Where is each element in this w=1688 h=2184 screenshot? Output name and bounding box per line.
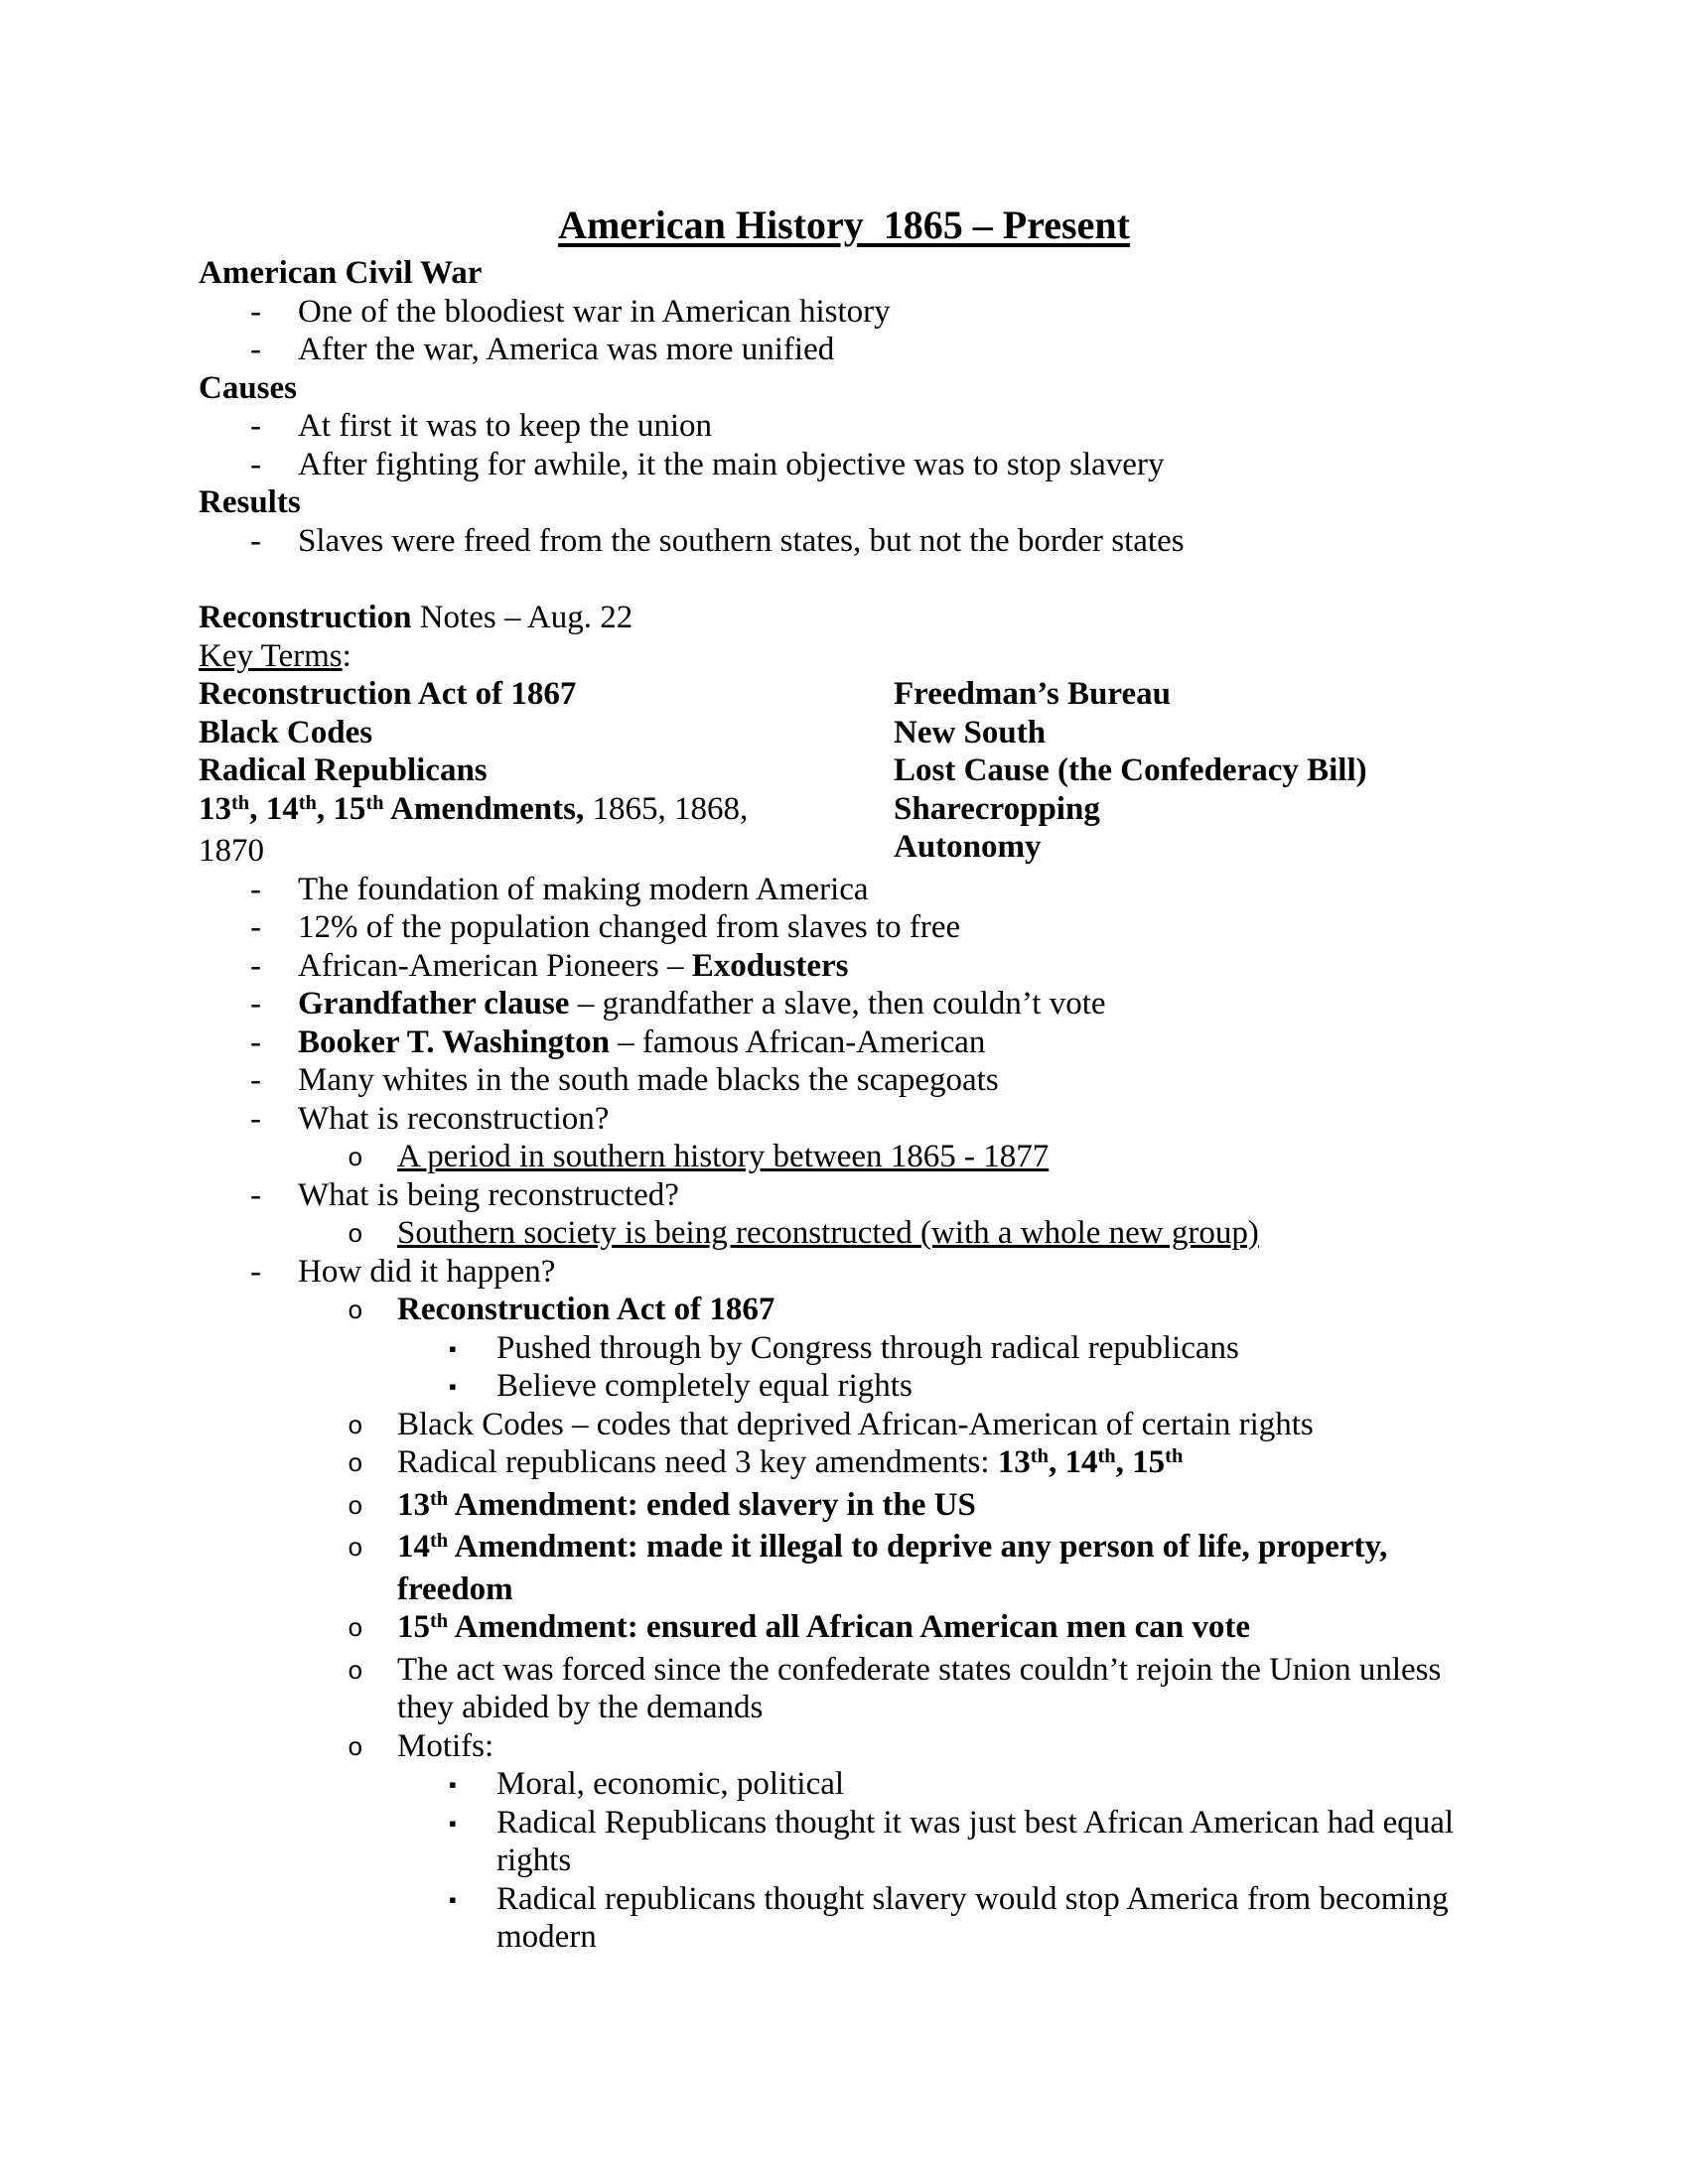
text-segment: American History 1865 – Present [558, 203, 1130, 247]
list-item-text [397, 1487, 976, 1523]
list-item-text [397, 1292, 774, 1327]
bullet-circle-icon: o [348, 1534, 363, 1564]
bullet-dash-icon: - [250, 1253, 261, 1290]
text-segment: modern [496, 1919, 597, 1955]
list-item [199, 446, 1489, 484]
key-term-line [894, 675, 1489, 714]
bullet-circle-icon: o [348, 1491, 363, 1522]
list-item [199, 1443, 1489, 1486]
text-segment: Many whites in the south made blacks the scapegoats [298, 1062, 999, 1098]
key-term-line [199, 832, 894, 871]
text-segment: 14 [397, 1529, 430, 1565]
list-item [199, 293, 1489, 332]
section-heading [199, 483, 1489, 522]
text-segment: 15 [397, 1609, 430, 1645]
bullet-circle-icon: o [348, 1411, 363, 1441]
list-item-text [298, 1254, 555, 1290]
list-item [199, 1061, 1489, 1100]
key-term-line [894, 714, 1489, 752]
list-item-text [298, 332, 834, 367]
text-segment: After fighting for awhile, it the main objective was to stop slavery [298, 446, 1165, 482]
text-segment: Results [199, 484, 301, 520]
list-item-text [397, 1407, 1314, 1442]
document-title [199, 199, 1489, 252]
bullet-dash-icon: - [250, 446, 261, 482]
bullet-dash-icon: - [250, 332, 261, 367]
bullet-dash-icon: - [250, 293, 261, 330]
text-segment: The foundation of making modern America [298, 871, 869, 907]
list-item [199, 1024, 1489, 1062]
key-term-line [894, 828, 1489, 867]
bullet-circle-icon: o [348, 1732, 363, 1763]
text-segment: The act was forced since the confederate states couldn’t rejoin the Union unless [397, 1651, 1442, 1688]
text-segment: , 15 [1115, 1444, 1166, 1480]
key-terms-columns [199, 675, 1489, 871]
text-segment: Motifs: [397, 1727, 494, 1764]
text-segment: 13 [997, 1444, 1031, 1480]
blank-line [199, 560, 1489, 599]
key-term-line [199, 790, 894, 833]
text-segment: – grandfather a slave, then couldn’t vote [569, 986, 1106, 1022]
key-term-line [199, 675, 894, 714]
text-segment: Amendments, [383, 790, 585, 827]
text-segment: Autonomy [894, 829, 1042, 865]
text-segment: Booker T. Washington [298, 1024, 610, 1060]
list-item-text [496, 1805, 1454, 1879]
text-segment: Radical Republicans [199, 752, 488, 788]
bullet-dash-icon: - [250, 909, 261, 945]
text-segment: Lost Cause (the Confederacy Bill) [894, 752, 1367, 788]
text-segment: Southern society is being reconstructed (with a whole new group) [397, 1215, 1259, 1251]
list-item [199, 1138, 1489, 1176]
key-term-line [894, 751, 1489, 790]
list-item [199, 1651, 1489, 1727]
bullet-square-icon: ▪ [449, 1886, 457, 1912]
text-segment: Freedman’s Bureau [894, 676, 1171, 712]
list-item [199, 1367, 1489, 1406]
bullet-dash-icon: - [250, 408, 261, 444]
list-item-text [298, 1177, 679, 1213]
list-item-text [397, 1444, 1183, 1480]
text-segment: th [231, 791, 250, 814]
bullet-dash-icon: - [250, 947, 261, 984]
text-segment: 13 [397, 1486, 430, 1523]
list-item [199, 1528, 1489, 1608]
text-segment: What is reconstruction? [298, 1100, 610, 1137]
key-term-line [199, 714, 894, 752]
bullet-dash-icon: - [250, 1100, 261, 1137]
list-item-text [397, 1728, 493, 1764]
text-segment: 1865, 1868, [584, 790, 749, 827]
text-segment: Black Codes – codes that deprived African-American of certain rights [397, 1406, 1314, 1442]
list-item-text [496, 1330, 1239, 1366]
list-item-text [298, 408, 712, 444]
text-segment: 13 [199, 790, 231, 827]
list-item-text [496, 1368, 913, 1404]
bullet-square-icon: ▪ [449, 1810, 457, 1836]
bullet-dash-icon: - [250, 986, 261, 1022]
bullet-square-icon: ▪ [449, 1335, 457, 1361]
text-segment: th [365, 791, 384, 814]
text-segment: Sharecropping [894, 790, 1100, 827]
text-segment: Reconstruction [199, 600, 412, 635]
key-term-line [199, 751, 894, 790]
list-item-text [298, 523, 1185, 559]
text-segment: : [342, 637, 352, 674]
list-item-text [496, 1881, 1449, 1956]
text-segment: What is being reconstructed? [298, 1176, 679, 1213]
text-segment: , 14 [1048, 1444, 1098, 1480]
text-segment: th [430, 1530, 449, 1553]
list-item-text [298, 948, 848, 984]
text-segment: , 14 [249, 790, 299, 827]
bullet-dash-icon: - [250, 522, 261, 559]
list-item-text [298, 1062, 999, 1098]
bullet-dash-icon: - [250, 1024, 261, 1060]
text-segment: Radical Republicans thought it was just best African American had equal [496, 1804, 1455, 1841]
bullet-square-icon: ▪ [449, 1374, 457, 1399]
bullet-square-icon: ▪ [449, 1772, 457, 1797]
list-item [199, 1880, 1489, 1957]
text-segment: Radical republicans need 3 key amendments: [397, 1444, 998, 1480]
key-terms-right-column [894, 675, 1489, 871]
list-item-text [298, 1024, 985, 1060]
list-item [199, 1100, 1489, 1139]
list-item [199, 407, 1489, 446]
list-item-text [397, 1139, 1049, 1174]
list-item [199, 1406, 1489, 1444]
list-item-text [298, 294, 891, 330]
list-item [199, 1804, 1489, 1880]
bullet-circle-icon: o [348, 1656, 363, 1687]
list-item [199, 1291, 1489, 1329]
text-segment: One of the bloodiest war in American history [298, 293, 891, 330]
list-item-text [397, 1215, 1259, 1251]
paragraph [199, 599, 1489, 637]
text-segment: At first it was to keep the union [298, 408, 713, 444]
text-segment: Exodusters [691, 947, 849, 984]
bullet-circle-icon: o [348, 1297, 363, 1326]
list-item [199, 908, 1489, 947]
paragraph [199, 637, 1489, 676]
list-item [199, 1176, 1489, 1215]
list-item-text [496, 1766, 844, 1802]
text-segment: Causes [199, 369, 298, 406]
text-segment: African-American Pioneers – [298, 947, 692, 984]
text-segment: New South [894, 714, 1047, 751]
list-item-text [298, 986, 1106, 1022]
bullet-circle-icon: o [348, 1614, 363, 1644]
text-segment: th [1097, 1445, 1116, 1468]
text-segment: Radical republicans thought slavery would stop America from becoming [496, 1880, 1449, 1917]
list-item [199, 985, 1489, 1024]
list-item-text [397, 1609, 1250, 1645]
text-segment: freedom [397, 1570, 513, 1607]
text-segment: Moral, economic, political [496, 1766, 845, 1802]
list-item-text [397, 1652, 1441, 1726]
list-item-text [397, 1529, 1387, 1607]
text-segment: th [430, 1487, 449, 1510]
list-item-text [298, 872, 869, 907]
list-item [199, 947, 1489, 986]
list-item [199, 522, 1489, 561]
text-segment: How did it happen? [298, 1253, 556, 1290]
text-segment: Amendment: made it illegal to deprive any person of life, property, [448, 1529, 1388, 1565]
key-terms-left-column [199, 675, 894, 871]
text-segment: American Civil War [199, 255, 483, 291]
list-item [199, 1214, 1489, 1253]
list-item [199, 1608, 1489, 1651]
list-item-text [298, 1101, 609, 1137]
text-segment: Amendment: ended slavery in the US [448, 1486, 976, 1523]
key-term-line [894, 790, 1489, 829]
list-item [199, 871, 1489, 909]
text-segment: Notes – Aug. 22 [411, 600, 633, 635]
text-segment: Reconstruction Act of 1867 [199, 676, 577, 712]
section-heading [199, 254, 1489, 293]
bullet-dash-icon: - [250, 1062, 261, 1098]
list-item [199, 1765, 1489, 1804]
document-body [199, 254, 1489, 1957]
bullet-circle-icon: o [348, 1144, 363, 1173]
list-item [199, 1329, 1489, 1368]
bullet-circle-icon: o [348, 1220, 363, 1250]
text-segment: th [1030, 1445, 1049, 1468]
text-segment: Black Codes [199, 714, 373, 751]
text-segment: Reconstruction Act of 1867 [397, 1292, 775, 1327]
text-segment: Slaves were freed from the southern states, but not the border states [298, 522, 1185, 559]
list-item [199, 331, 1489, 369]
text-segment: After the war, America was more unified [298, 332, 835, 367]
text-segment: 12% of the population changed from slaves to free [298, 909, 961, 945]
text-segment: th [1165, 1445, 1184, 1468]
bullet-dash-icon: - [250, 1176, 261, 1213]
bullet-circle-icon: o [348, 1449, 363, 1479]
section-heading [199, 369, 1489, 408]
text-segment: they abided by the demands [397, 1690, 764, 1725]
text-segment: , 15 [316, 790, 366, 827]
list-item-text [298, 447, 1164, 482]
text-segment: Pushed through by Congress through radical republicans [496, 1329, 1239, 1366]
text-segment: Key Terms [199, 637, 343, 674]
text-segment: Grandfather clause [298, 986, 570, 1022]
text-segment: A period in southern history between 1865 - 1877 [397, 1139, 1050, 1174]
text-segment: rights [496, 1843, 572, 1878]
list-item [199, 1486, 1489, 1529]
text-segment: th [298, 791, 317, 814]
list-item [199, 1253, 1489, 1292]
text-segment: th [430, 1610, 449, 1633]
text-segment: Amendment: ensured all African American men can vote [448, 1609, 1250, 1645]
list-item [199, 1727, 1489, 1766]
text-segment: – famous African-American [609, 1024, 986, 1060]
text-segment: Believe completely equal rights [496, 1368, 913, 1404]
bullet-dash-icon: - [250, 871, 261, 907]
text-segment: 1870 [199, 833, 264, 869]
list-item-text [298, 909, 960, 945]
